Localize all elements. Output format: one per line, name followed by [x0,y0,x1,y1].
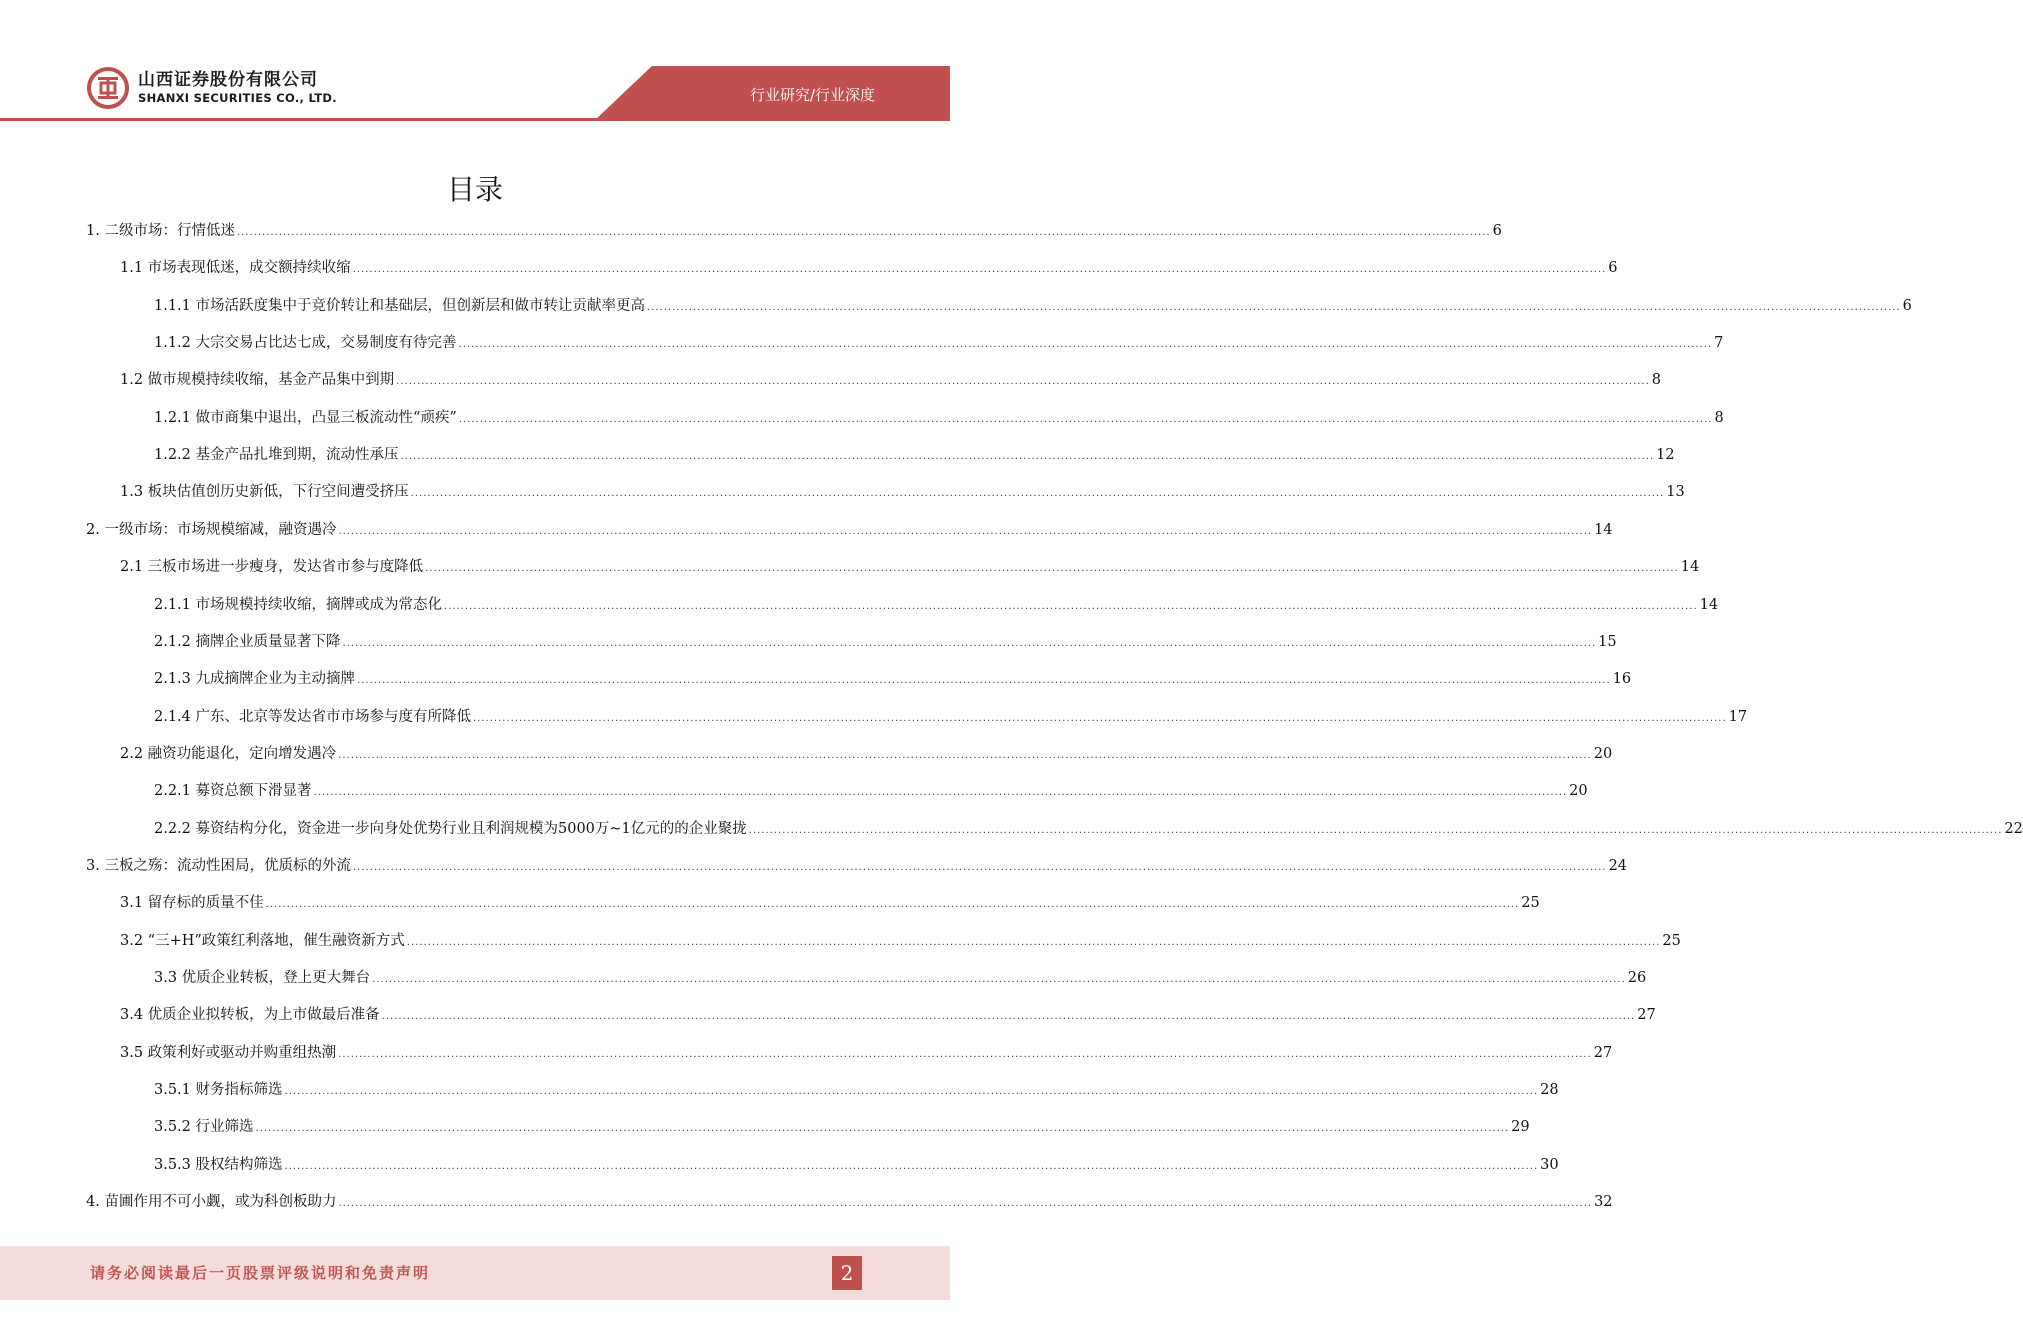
toc-entry-title: 3. 三板之殇：流动性困局，优质标的外流 [86,857,351,874]
shanxi-securities-logo-icon [86,66,130,110]
toc-entry[interactable] [154,627,1617,657]
toc-leader-dots: ............................................................................................................................................................................................................................................................................................................ [265,899,1520,911]
toc-entry-page: 8 [1651,372,1662,389]
toc-entry-page: 22 [2004,820,2023,837]
company-logo [86,66,337,110]
toc-entry[interactable] [154,403,1724,433]
toc-entry-title: 1. 二级市场：行情低迷 [86,223,235,239]
toc-entry-page: 30 [1540,1156,1559,1173]
toc-entry-page: 27 [1593,1044,1613,1061]
toc-entry-page: 17 [1728,708,1748,725]
toc-leader-dots: ............................................................................................................................................................................................................................................................................................................ [338,525,1593,537]
toc-entry[interactable] [120,552,1700,582]
toc-entry-page: 6 [1902,297,1912,314]
toc-entry[interactable] [120,365,1662,395]
page-number: 2 [832,1256,862,1290]
toc-leader-dots: ............................................................................................................................................................................................................................................................................................................ [372,974,1626,985]
toc-leader-dots: ............................................................................................................................................................................................................................................................................................................ [425,563,1679,575]
toc-leader-dots: ............................................................................................................................................................................................................................................................................................................ [352,264,1607,276]
toc-entry-title: 2.1.3 九成摘牌企业为主动摘牌 [154,671,356,688]
toc-entry-page: 16 [1612,671,1632,688]
toc-entry[interactable] [154,702,1748,732]
toc-leader-dots: ............................................................................................................................................................................................................................................................................................................ [313,787,1568,799]
toc-entry-page: 15 [1598,633,1617,650]
toc-entry[interactable] [154,328,1724,358]
toc-entry[interactable] [154,291,1912,321]
toc-entry-title: 3.5.2 行业筛选 [154,1119,254,1136]
toc-leader-dots: ............................................................................................................................................................................................................................................................................................................ [338,749,1592,761]
toc-entry-title: 4. 苗圃作用不可小觑，或为科创板助力 [86,1194,337,1211]
toc-entry-title: 3.3 优质企业转板，登上更大舞台 [154,970,371,986]
toc-entry-title: 1.2.1 做市商集中退出，凸显三板流动性“顽疾” [154,409,457,426]
toc-entry[interactable] [154,664,1632,694]
toc-entry-title: 2.1.2 摘牌企业质量显著下降 [154,633,341,650]
toc-entry-page: 6 [1492,223,1502,239]
toc-entry[interactable] [154,963,1647,993]
toc-entry-page: 20 [1593,745,1613,762]
toc-entry-title: 3.5.3 股权结构筛选 [154,1156,283,1173]
page-title: 目录 [446,173,503,206]
toc-entry-page: 28 [1540,1082,1559,1099]
toc-entry[interactable] [154,776,1588,806]
toc-leader-dots: ............................................................................................................................................................................................................................................................................................................ [342,637,1597,649]
toc-entry-page: 25 [1521,895,1540,912]
toc-leader-dots: ............................................................................................................................................................................................................................................................................................................ [458,413,1713,425]
toc-entry-title: 1.1.2 大宗交易占比达七成，交易制度有待完善 [154,335,457,352]
toc-entry-page: 29 [1511,1119,1530,1136]
toc-leader-dots: ............................................................................................................................................................................................................................................................................................................ [338,1048,1592,1060]
toc-entry-title: 2.1 三板市场进一步瘦身，发达省市参与度降低 [120,559,424,576]
toc-leader-dots: ............................................................................................................................................................................................................................................................................................................ [255,1123,1510,1135]
toc-leader-dots: ............................................................................................................................................................................................................................................................................................................ [647,301,1901,313]
toc-entry[interactable] [154,590,1719,620]
toc-entry-title: 2.1.1 市场规模持续收缩，摘牌或成为常态化 [154,596,443,613]
toc-entry-page: 27 [1637,1007,1656,1024]
toc-entry-title: 3.1 留存标的质量不佳 [120,895,264,912]
toc-leader-dots: ............................................................................................................................................................................................................................................................................................................ [284,1160,1539,1172]
toc-entry[interactable] [86,515,1613,545]
toc-entry[interactable] [120,253,1618,283]
toc-entry-page: 26 [1627,970,1647,986]
toc-entry[interactable] [120,477,1685,507]
toc-entry-title: 1.2.2 基金产品扎堆到期，流动性承压 [154,447,399,464]
toc-entry-page: 24 [1608,857,1628,874]
toc-entry-title: 1.2 做市规模持续收缩，基金产品集中到期 [120,372,395,389]
disclaimer-text: 请务必阅读最后一页股票评级说明和免责声明 [90,1264,431,1282]
toc-entry-page: 14 [1594,521,1613,538]
toc-entry-title: 2.2 融资功能退化，定向增发遇冷 [120,745,337,762]
toc-leader-dots: ............................................................................................................................................................................................................................................................................................................ [400,451,1655,463]
toc-leader-dots: ............................................................................................................................................................................................................................................................................................................ [748,824,2003,836]
toc-entry-title: 2. 一级市场：市场规模缩减，融资遇冷 [86,521,337,538]
toc-entry-page: 25 [1662,932,1681,949]
toc-entry[interactable] [154,1112,1530,1142]
header-divider [0,118,950,121]
toc-leader-dots: ............................................................................................................................................................................................................................................................................................................ [396,376,1650,388]
toc-entry-title: 2.1.4 广东、北京等发达省市市场参与度有所降低 [154,708,472,725]
toc-entry[interactable] [154,1150,1559,1180]
toc-entry-title: 1.1.1 市场活跃度集中于竞价转让和基础层，但创新层和做市转让贡献率更高 [154,297,646,314]
toc-entry[interactable] [120,1038,1613,1068]
toc-entry-page: 12 [1656,447,1675,464]
toc-leader-dots: ............................................................................................................................................................................................................................................................................................................ [473,712,1727,724]
toc-leader-dots: ............................................................................................................................................................................................................................................................................................................ [410,488,1665,500]
company-name-cn: 山西证券股份有限公司 [138,70,318,90]
toc-leader-dots: ............................................................................................................................................................................................................................................................................................................ [458,339,1713,351]
toc-leader-dots: ............................................................................................................................................................................................................................................................................................................ [357,675,1611,687]
toc-entry-title: 1.1 市场表现低迷，成交额持续收缩 [120,260,351,277]
toc-leader-dots: ............................................................................................................................................................................................................................................................................................................ [284,1086,1539,1098]
toc-entry[interactable] [86,216,1502,246]
toc-entry[interactable] [154,440,1675,470]
toc-leader-dots: ............................................................................................................................................................................................................................................................................................................ [338,1198,1593,1210]
toc-entry-page: 14 [1699,596,1719,613]
toc-entry-title: 3.4 优质企业拟转板，为上市做最后准备 [120,1007,380,1024]
toc-entry-title: 3.2 “三+H”政策红利落地，催生融资新方式 [120,932,405,949]
toc-entry-title: 1.3 板块估值创历史新低，下行空间遭受挤压 [120,484,409,501]
toc-entry[interactable] [120,1000,1656,1030]
toc-leader-dots: ............................................................................................................................................................................................................................................................................................................ [236,227,1491,238]
toc-entry[interactable] [86,1187,1613,1217]
toc-leader-dots: ............................................................................................................................................................................................................................................................................................................ [381,1011,1636,1023]
toc-entry-page: 32 [1594,1194,1613,1211]
toc-entry-title: 2.2.2 募资结构分化，资金进一步向身处优势行业且利润规模为5000万~1亿元的的企业聚拢 [154,820,747,837]
toc-entry[interactable] [154,1075,1559,1105]
page-header [0,0,950,125]
toc-entry[interactable] [120,888,1540,918]
toc-entry-title: 3.5 政策利好或驱动并购重组热潮 [120,1044,337,1061]
toc-entry-page: 6 [1608,260,1618,277]
toc-entry-page: 13 [1666,484,1685,501]
toc-leader-dots: ............................................................................................................................................................................................................................................................................................................ [444,600,1698,612]
toc-entry-page: 7 [1714,335,1724,352]
company-name-en: SHANXI SECURITIES CO., LTD. [138,91,337,105]
toc-entry[interactable] [154,814,2023,844]
toc-leader-dots: ............................................................................................................................................................................................................................................................................................................ [352,861,1607,873]
toc-entry[interactable] [86,851,1628,881]
report-category: 行业研究/行业深度 [749,86,875,104]
toc-entry-title: 3.5.1 财务指标筛选 [154,1082,283,1099]
toc-entry-title: 2.2.1 募资总额下滑显著 [154,783,312,800]
toc-entry-page: 8 [1714,409,1724,426]
toc-entry-page: 14 [1680,559,1700,576]
toc-entry-page: 20 [1569,783,1588,800]
toc-entry[interactable] [120,926,1681,956]
toc-entry[interactable] [120,739,1613,769]
toc-leader-dots: ............................................................................................................................................................................................................................................................................................................ [406,936,1661,948]
